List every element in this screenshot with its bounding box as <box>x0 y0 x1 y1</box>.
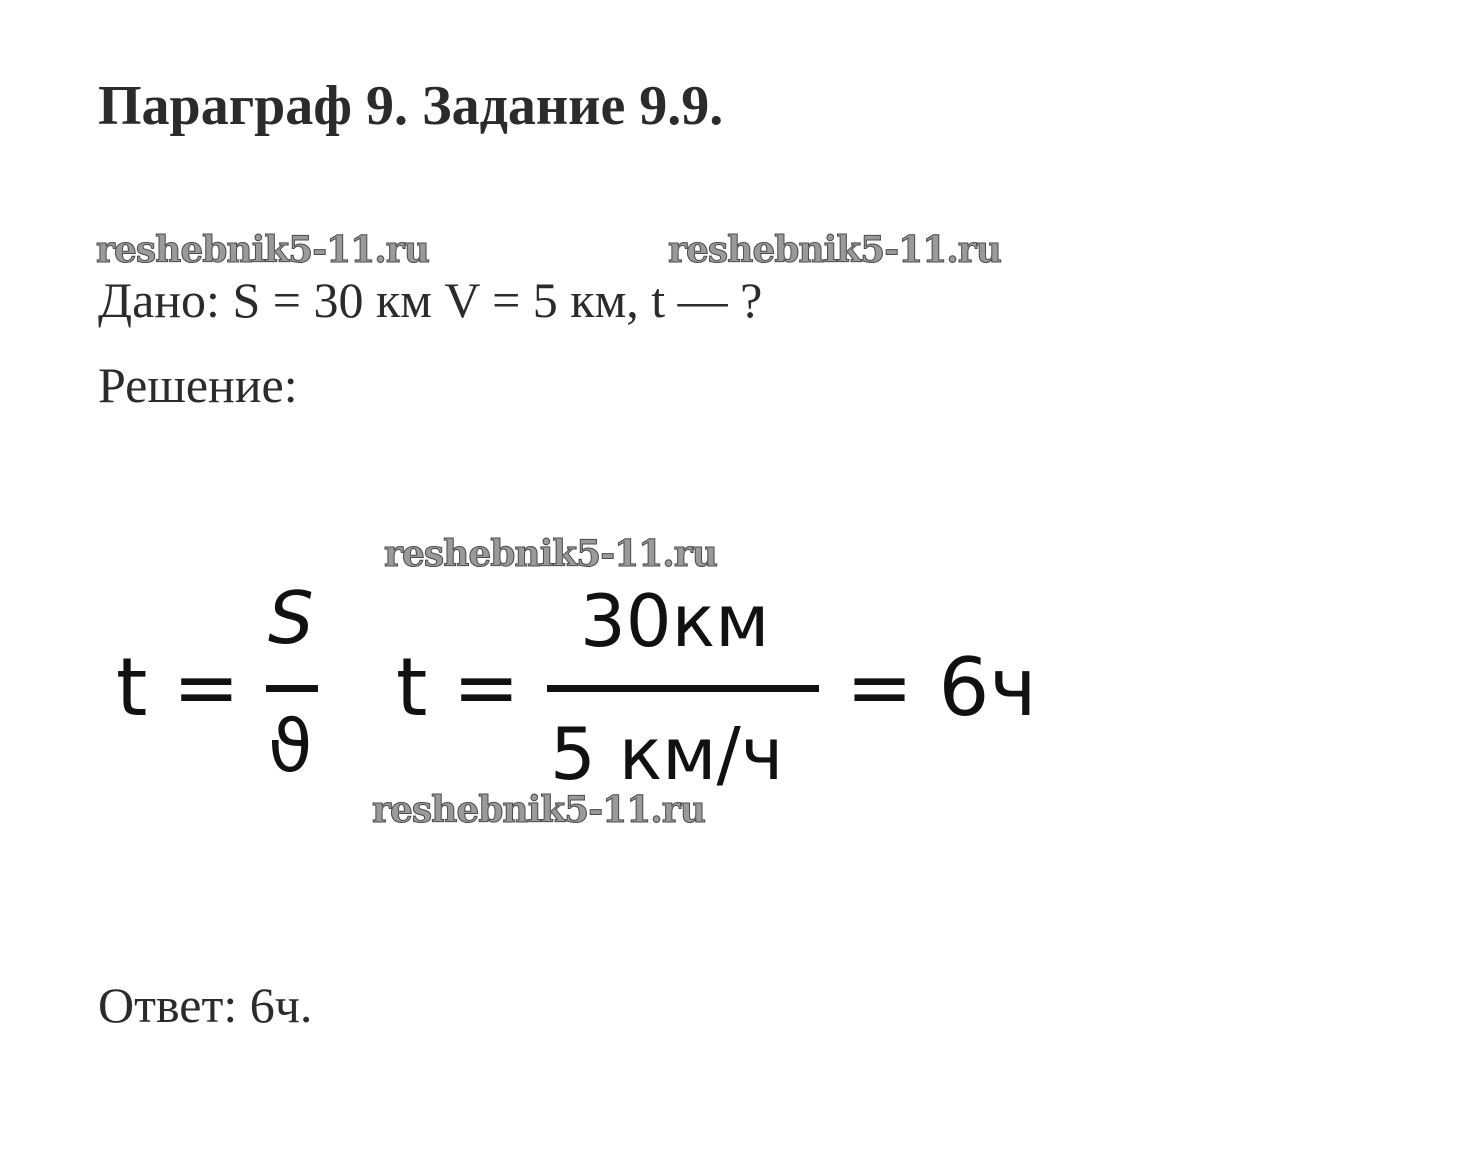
solution-label: Решение: <box>98 357 298 413</box>
calc-formula-lhs: t = <box>396 641 520 734</box>
general-formula-lhs: t = <box>116 641 240 734</box>
watermark: reshebnik5-11.ru <box>372 789 705 831</box>
given-text: Дано: S = 30 км V = 5 км, t — ? <box>98 272 763 328</box>
calc-formula-denominator: 5 км/ч <box>550 712 784 796</box>
page-title: Параграф 9. Задание 9.9. <box>98 75 724 137</box>
answer-text: Ответ: 6ч. <box>98 977 313 1033</box>
calc-formula-result: = 6ч <box>846 641 1037 734</box>
general-formula-denominator: ϑ <box>268 704 313 788</box>
general-fraction-bar <box>266 685 318 692</box>
general-formula-numerator: S <box>268 576 314 660</box>
watermark: reshebnik5-11.ru <box>668 229 1001 271</box>
calc-formula-numerator: 30км <box>580 579 770 663</box>
watermark: reshebnik5-11.ru <box>384 533 717 575</box>
calc-fraction-bar <box>547 685 819 692</box>
watermark: reshebnik5-11.ru <box>96 229 429 271</box>
